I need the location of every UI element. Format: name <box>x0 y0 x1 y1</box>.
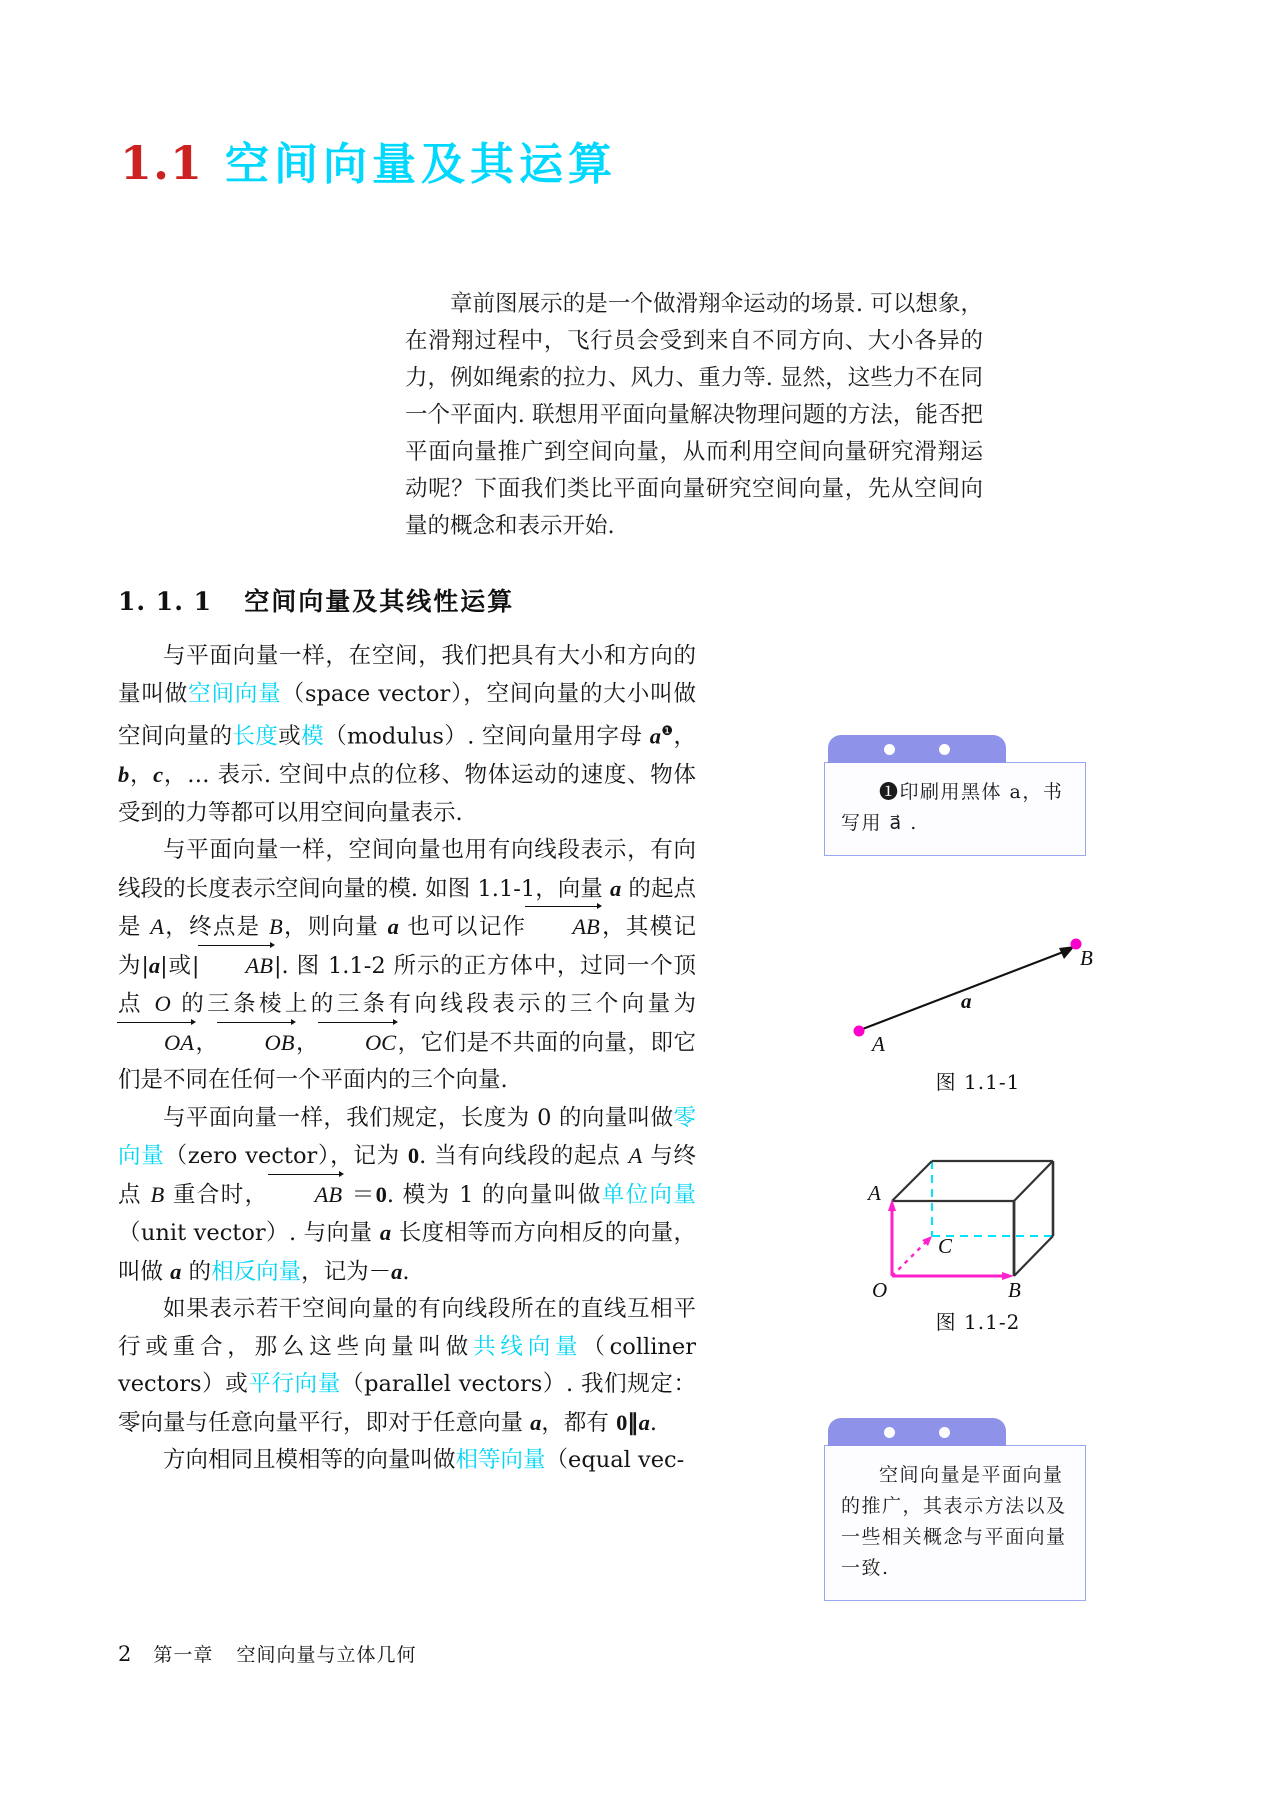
keyword-space-vector: 空间向量 <box>188 680 282 707</box>
svg-text:C: C <box>938 1234 953 1258</box>
text-run: |或| <box>160 952 200 979</box>
punch-hole-icon <box>884 744 895 755</box>
punch-hole-icon <box>939 1427 950 1438</box>
footnote-marker: ❶ <box>661 724 674 739</box>
text-run: 也可以记作 <box>398 914 527 940</box>
note-tab <box>828 1418 1006 1446</box>
text-run: ， <box>129 762 154 788</box>
keyword-equal-vectors: 相等向量 <box>455 1447 546 1473</box>
math-zero: 0 <box>616 1409 628 1435</box>
text-run: 与平面向量一样，在空间，我们把具有大小和方向的量叫做 <box>118 643 696 707</box>
math-zero: 0 <box>375 1181 387 1207</box>
text-run: ，都有 <box>541 1409 617 1436</box>
vector-OA: OA <box>118 1024 195 1062</box>
math-a: a <box>387 914 399 939</box>
page-number: 2 <box>118 1642 132 1666</box>
text-run: （unit vector）. 与向量 <box>118 1220 380 1246</box>
text-run: 的 <box>181 1258 212 1285</box>
keyword-opposite-vector: 相反向量 <box>211 1258 302 1285</box>
keyword-length: 长度 <box>232 723 279 750</box>
note-card-bold-a <box>824 735 1086 856</box>
paragraph-zero-unit-opposite <box>118 1100 696 1292</box>
footer-chapter-title: 空间向量与立体几何 <box>236 1644 417 1666</box>
math-a: a <box>379 1220 392 1245</box>
footer-chapter: 第一章 <box>153 1644 214 1666</box>
figure-1-1-1-graphic <box>828 915 1118 1055</box>
note-text: 空间向量是平面向量的推广，其表示方法以及一些相关概念与平面向量一致. <box>841 1464 1067 1579</box>
text-run: ， <box>673 723 696 750</box>
math-a: a <box>170 1258 182 1284</box>
body-column <box>118 638 696 1480</box>
math-parallel: ∥ <box>627 1409 639 1435</box>
paragraph-definition <box>118 638 696 832</box>
math-a: a <box>638 1409 650 1435</box>
text-run: 方向相同且模相等的向量叫做 <box>163 1447 456 1473</box>
math-O: O <box>154 991 171 1016</box>
math-B: B <box>150 1181 165 1207</box>
text-run: ，则向量 <box>282 914 388 940</box>
math-b: b <box>118 762 130 787</box>
figure-caption: 图 1.1-1 <box>935 1070 1021 1094</box>
page-footer <box>118 1640 416 1667</box>
section-title: 空间向量及其线性运算 <box>244 587 515 616</box>
math-a: a <box>391 1258 403 1284</box>
note-card-summary <box>824 1418 1086 1601</box>
punch-hole-icon <box>884 1427 895 1438</box>
math-a: a <box>610 875 622 901</box>
text-run: （zero vector），记为 <box>164 1143 408 1169</box>
math-a: a <box>148 952 161 978</box>
math-a: a <box>649 723 662 749</box>
vector-OC: OC <box>319 1024 397 1062</box>
figure-1-1-1 <box>828 915 1128 1095</box>
paragraph-equal-vectors <box>118 1442 696 1480</box>
math-a: a <box>530 1409 542 1435</box>
section-heading <box>118 582 514 618</box>
note-tab <box>828 735 1006 763</box>
keyword-unit-vector: 单位向量 <box>601 1181 696 1208</box>
text-run: 的三条棱上的三条有向线段表示的三个向量为 <box>170 991 696 1017</box>
text-run: 与平面向量一样，空间向量也用有向线段表示，有向线段的长度表示空间向量的模. 如图 1.1-1，向量 <box>118 837 696 902</box>
figure-caption: 图 1.1-2 <box>935 1310 1021 1334</box>
svg-text:B: B <box>1008 1278 1021 1302</box>
text-run: （space vector），空间向量的大小叫做空间向量的 <box>118 680 696 750</box>
svg-text:a: a <box>961 989 972 1013</box>
math-c: c <box>153 762 164 787</box>
text-run: （modulus）. 空间向量用字母 <box>324 723 650 750</box>
text-run: 如果表示若干空间向量的有向线段所在的直线互相平行或重合，那么这些向量叫做 <box>118 1296 696 1360</box>
note-sheet <box>824 1445 1086 1601</box>
text-run: 长度相等而方向相反的向量，叫做 <box>118 1220 696 1285</box>
text-run: ＝ <box>343 1181 376 1208</box>
note-text: ❶印刷用黑体 a，书写用 a⃗ . <box>841 781 1064 834</box>
text-run: ，记为－ <box>301 1258 392 1285</box>
text-run: （colliner vectors）或 <box>118 1333 696 1397</box>
text-run: . 当有向线段的起点 <box>419 1143 629 1169</box>
paragraph-collinear <box>118 1291 696 1442</box>
text-run: . 模为 1 的向量叫做 <box>386 1181 602 1208</box>
page-title <box>120 128 617 192</box>
keyword-modulus: 模 <box>301 723 325 750</box>
text-run: （equal vec- <box>545 1447 685 1473</box>
keyword-zero-vector: 零向量 <box>118 1104 696 1169</box>
figure-1-1-2-graphic <box>828 1105 1118 1302</box>
text-run: ， <box>295 1029 319 1056</box>
math-B: B <box>268 914 283 939</box>
text-run: ， <box>195 1029 219 1056</box>
math-A: A <box>150 914 164 939</box>
title-number: 1.1 <box>120 136 204 190</box>
math-A: A <box>628 1143 643 1168</box>
intro-paragraph: 章前图展示的是一个做滑翔伞运动的场景. 可以想象，在滑翔过程中，飞行员会受到来自不同方向、大小各异的力，例如绳索的拉力、风力、重力等. 显然，这些力不在同一个平面内. 联想用平面向量解决物理问题的方法，能否把平面向量推广到空间向量，从而利用空间向量研究滑翔运动呢？下面我们类比平面向量研究空间向量，先从空间向量的概念和表示开始. <box>405 291 983 539</box>
text-run: ，它们是不共面的向量，即它们是不同在任何一个平面内的三个向量. <box>118 1029 696 1093</box>
title-text: 空间向量及其运算 <box>225 139 618 190</box>
svg-text:A: A <box>868 1181 881 1205</box>
vector-AB: AB <box>526 908 601 946</box>
vector-OB: OB <box>218 1024 295 1062</box>
keyword-parallel-vectors: 平行向量 <box>248 1371 341 1397</box>
text-run: ，… 表示. 空间中点的位移、物体运动的速度、物体受到的力等都可以用空间向量表示. <box>118 762 696 826</box>
svg-text:B: B <box>1080 946 1093 970</box>
section-number: 1. 1. 1 <box>118 587 212 616</box>
text-run: 或 <box>278 723 302 750</box>
text-run: |. 图 1.1-2 所示的正方体中，过同一个顶点 <box>118 952 696 1017</box>
text-run: 重合时， <box>164 1181 269 1208</box>
keyword-collinear-vectors: 共线向量 <box>473 1333 583 1360</box>
text-run: 与终点 <box>118 1143 696 1208</box>
text-run: 的起点是 <box>118 875 696 940</box>
text-run: ，其模记为| <box>118 914 696 979</box>
vector-AB: AB <box>269 1176 344 1214</box>
paragraph-directed-segment <box>118 832 696 1100</box>
text-run: . <box>402 1258 410 1285</box>
vector-AB: AB <box>199 947 274 985</box>
math-zero: 0 <box>407 1143 420 1168</box>
text-run: ，终点是 <box>164 914 269 940</box>
intro-block <box>405 286 983 545</box>
note-sheet <box>824 762 1086 856</box>
punch-hole-icon <box>939 744 950 755</box>
figure-1-1-2 <box>828 1105 1128 1335</box>
svg-text:A: A <box>872 1032 885 1056</box>
text-run: . <box>649 1409 657 1436</box>
text-run: 与平面向量一样，我们规定，长度为 0 的向量叫做 <box>163 1104 674 1131</box>
svg-text:O: O <box>872 1278 888 1302</box>
text-run: （parallel vectors）. 我们规定：零向量与任意向量平行，即对于任意向量 <box>118 1371 696 1436</box>
